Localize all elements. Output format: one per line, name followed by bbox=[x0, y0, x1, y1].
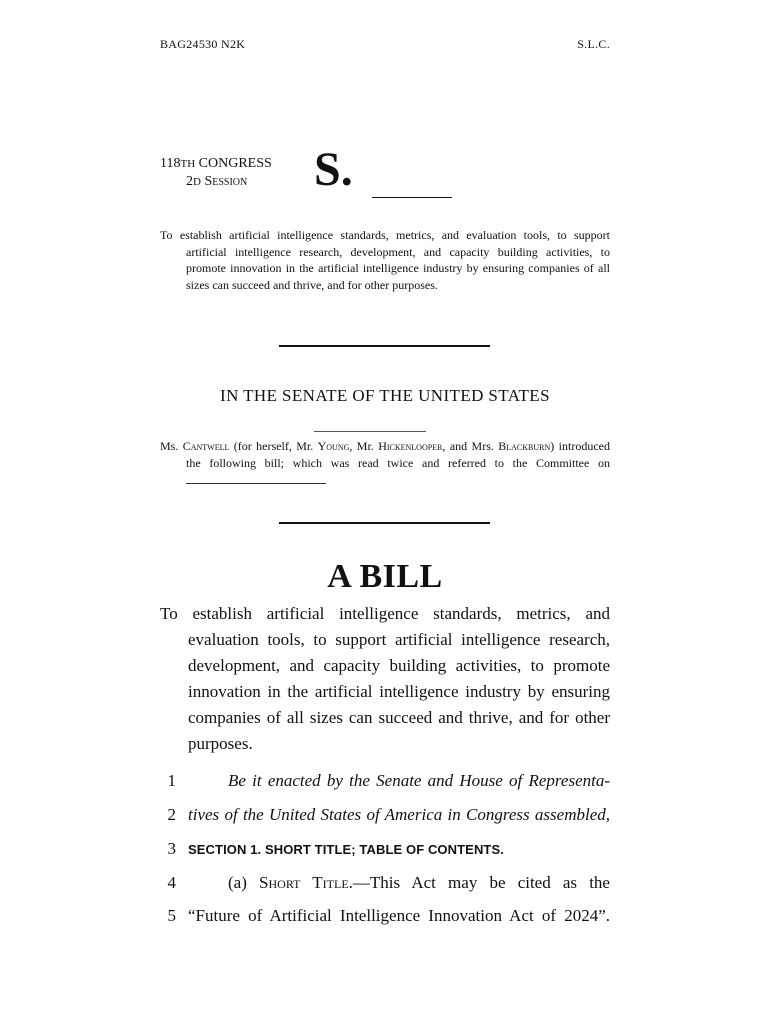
divider-1 bbox=[279, 345, 490, 347]
line-number-3: 3 bbox=[167, 839, 176, 858]
divider-2 bbox=[279, 522, 490, 524]
congress-suffix: TH bbox=[180, 158, 196, 170]
a-bill-heading: A BILL bbox=[327, 558, 443, 595]
enacting-clause-line-2: tives of the United States of America in Congress assembled, bbox=[188, 805, 610, 824]
subsection-marker: (a) bbox=[228, 873, 260, 892]
line-number-1: 1 bbox=[167, 771, 176, 790]
congress-line bbox=[160, 155, 272, 173]
line-number-5: 5 bbox=[167, 906, 176, 925]
bill-number: S. bbox=[314, 143, 353, 196]
short-purpose: To establish artificial intelligence standards, metrics, and evaluation tools, to support artificial intelligence research, development, and capacity building activities, to promote innovation in the artificial intelligence industry by ensuring companies of all sizes can succeed and thrive, and for other purposes. bbox=[160, 228, 610, 293]
section-heading: SECTION 1. SHORT TITLE; TABLE OF CONTENTS. bbox=[188, 842, 504, 857]
introduction-paragraph bbox=[160, 438, 610, 489]
short-title-text: .—This Act may be cited as the bbox=[348, 873, 610, 892]
sponsor-name: Cantwell bbox=[182, 439, 230, 453]
intro-rest: ) introduced the following bill; which was read twice and referred to the Committee on bbox=[186, 439, 610, 470]
congress-number: 118 bbox=[160, 156, 181, 171]
session-word: Session bbox=[204, 174, 248, 189]
short-title-label: Short Title bbox=[259, 873, 349, 892]
cosponsor-1: Young bbox=[317, 439, 350, 453]
line-number-4: 4 bbox=[167, 873, 176, 892]
short-title-line bbox=[188, 873, 610, 893]
intro-mid1: (for herself, Mr. bbox=[229, 439, 318, 453]
session-line bbox=[160, 173, 272, 191]
cosponsor-2: Hickenlooper bbox=[378, 439, 443, 453]
session-suffix: D bbox=[193, 176, 201, 188]
thin-divider bbox=[314, 431, 426, 432]
enacting-clause-line-1: Be it enacted by the Senate and House of Representa- bbox=[228, 771, 610, 790]
intro-mid3: , and Mrs. bbox=[442, 439, 499, 453]
bill-number-blank bbox=[372, 197, 452, 198]
session-number: 2 bbox=[186, 174, 193, 189]
intro-prefix: Ms. bbox=[160, 439, 183, 453]
act-title-line: “Future of Artificial Intelligence Innovation Act of 2024”. bbox=[188, 906, 610, 925]
congress-session-block bbox=[160, 155, 272, 191]
long-purpose: To establish artificial intelligence standards, metrics, and evaluation tools, to support artificial intelligence research, development, and capacity building activities, to promote innovation in the artificial intelligence industry by ensuring companies of all sizes can succeed and thrive, and for other purposes. bbox=[160, 604, 610, 753]
line-number-2: 2 bbox=[167, 805, 176, 824]
senate-heading: IN THE SENATE OF THE UNITED STATES bbox=[220, 386, 550, 405]
cosponsor-3: Blackburn bbox=[498, 439, 551, 453]
committee-blank bbox=[186, 473, 326, 484]
document-id: BAG24530 N2K bbox=[160, 37, 246, 51]
congress-word: CONGRESS bbox=[198, 156, 272, 171]
slc-label: S.L.C. bbox=[577, 37, 610, 51]
intro-mid2: , Mr. bbox=[349, 439, 379, 453]
